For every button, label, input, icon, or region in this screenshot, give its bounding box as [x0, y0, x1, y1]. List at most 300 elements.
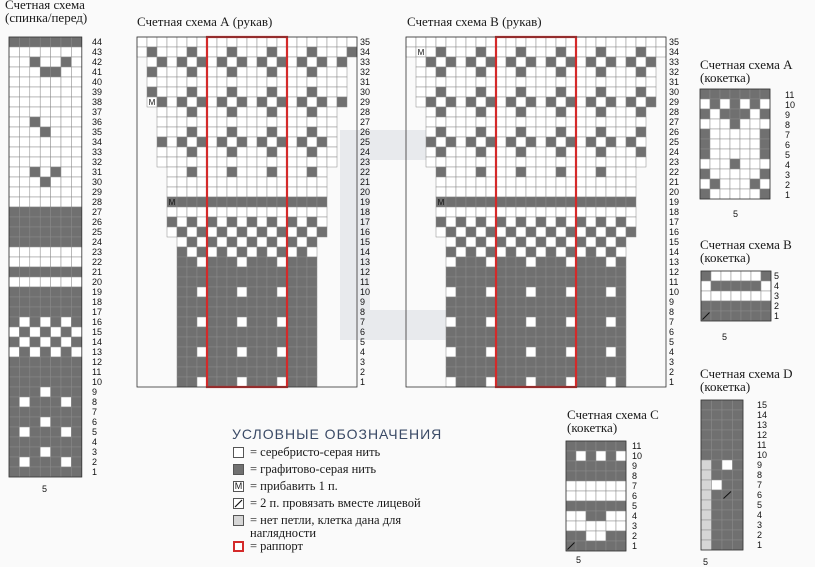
- chart-cell: [712, 400, 723, 410]
- chart-cell: [19, 437, 29, 447]
- chart-cell: [307, 77, 317, 87]
- chart-cell: [722, 540, 733, 550]
- chart-cell: [51, 207, 61, 217]
- chart-cell: [317, 57, 327, 67]
- chart-cell: [227, 277, 237, 287]
- chart-cell: [9, 397, 19, 407]
- chart-cell: [51, 377, 61, 387]
- chart-cell: [712, 430, 723, 440]
- chart-cell: [187, 357, 197, 367]
- chart-cell: [616, 97, 626, 107]
- chart-cell: [247, 317, 257, 327]
- chart-cell: [476, 147, 486, 157]
- chart-cell: [722, 460, 733, 470]
- chart-cell: [566, 77, 576, 87]
- chart-cell: [646, 47, 656, 57]
- chart-cell: [19, 357, 29, 367]
- chart-cell: [257, 117, 267, 127]
- chart-cell: [237, 137, 247, 147]
- chart-cell: [606, 327, 616, 337]
- chart-cell: [71, 177, 81, 187]
- chart-cell: [546, 97, 556, 107]
- chart-cell: [720, 149, 730, 159]
- chart-cell: [30, 337, 40, 347]
- chart-cell: [436, 97, 446, 107]
- chart-cell: [466, 267, 476, 277]
- chart-cell: [606, 481, 616, 491]
- chart-cell: [546, 157, 556, 167]
- chart-cell: [566, 267, 576, 277]
- chart-cell: [187, 177, 197, 187]
- legend-text-repeat: = раппорт: [250, 539, 303, 553]
- chart-cell: [307, 207, 317, 217]
- chart-cell: [197, 197, 207, 207]
- chart-cell: [710, 169, 720, 179]
- chart-cell: [636, 127, 646, 137]
- chart-cell: [733, 430, 744, 440]
- chart-cell: [586, 117, 596, 127]
- chart-cell: [566, 337, 576, 347]
- chart-cell: [61, 37, 71, 47]
- chart-cell: [9, 207, 19, 217]
- chart-cell: [466, 337, 476, 347]
- chart-cell: [227, 57, 237, 67]
- chart-cell: [606, 257, 616, 267]
- chart-cell: [187, 267, 197, 277]
- chart-cell: [197, 277, 207, 287]
- chart-cell: [596, 277, 606, 287]
- chart-cell: [9, 97, 19, 107]
- chart-cell: [187, 87, 197, 97]
- chart-cell: [9, 137, 19, 147]
- chart-cell: [476, 97, 486, 107]
- chart-cell: [247, 47, 257, 57]
- chart-cell: [71, 437, 81, 447]
- chart-cell: [586, 47, 596, 57]
- chart-cell: [187, 207, 197, 217]
- chart-cell: [277, 367, 287, 377]
- chart-cell: [733, 400, 744, 410]
- chart-cell: [516, 97, 526, 107]
- chart-cell: [19, 207, 29, 217]
- row-number: 17: [92, 307, 103, 317]
- chart-cell: [61, 437, 71, 447]
- chart-cell: [307, 97, 317, 107]
- chart-cell: [207, 97, 217, 107]
- chart-cell: [40, 137, 50, 147]
- row-number: 6: [92, 417, 98, 427]
- chart-cell: [606, 277, 616, 287]
- chart-cell: [486, 267, 496, 277]
- row-number: 2: [92, 457, 98, 467]
- chart-cell: [197, 47, 207, 57]
- chart-cell: [267, 157, 277, 167]
- chart-cell: [317, 177, 327, 187]
- chart-cell: [526, 107, 536, 117]
- row-number: 14: [669, 247, 680, 257]
- row-number: 34: [669, 47, 680, 57]
- chart-cell: [506, 127, 516, 137]
- row-number: 4: [92, 437, 98, 447]
- chart-cell: [566, 157, 576, 167]
- chart-cell: [566, 347, 576, 357]
- chart-cell: [586, 97, 596, 107]
- chart-cell: [61, 127, 71, 137]
- chart-cell: [327, 157, 337, 167]
- chart-cell: [247, 377, 257, 387]
- chart-cell: [636, 47, 646, 57]
- chart-cell: [177, 237, 187, 247]
- chart-cell: [51, 117, 61, 127]
- chart-cell: [740, 89, 750, 99]
- chart-cell: [317, 107, 327, 117]
- chart-cell: [30, 97, 40, 107]
- chart-cell: [227, 157, 237, 167]
- legend-swatch-light: [233, 447, 244, 458]
- chart-cell: [750, 109, 760, 119]
- chart-cell: [466, 47, 476, 57]
- chart-cell: [51, 337, 61, 347]
- chart-cell: [337, 67, 347, 77]
- chart-cell: [516, 307, 526, 317]
- chart-cell: [51, 437, 61, 447]
- chart-cell: [51, 237, 61, 247]
- chart-cell: [9, 377, 19, 387]
- row-number: 26: [92, 217, 103, 227]
- chart-cell: [546, 187, 556, 197]
- chart-cell: [197, 367, 207, 377]
- chart-cell: [9, 47, 19, 57]
- chart-cell: [167, 147, 177, 157]
- chart-cell: [586, 337, 596, 347]
- chart-cell: [9, 157, 19, 167]
- chart-cell: [277, 277, 287, 287]
- chart-cell: [740, 119, 750, 129]
- chart-yoke-c-stitch-number: 5: [576, 555, 582, 565]
- chart-cell: [722, 480, 733, 490]
- chart-cell: [656, 47, 666, 57]
- chart-cell: [267, 67, 277, 77]
- chart-cell: [297, 127, 307, 137]
- chart-back-front-stitch-number: 5: [42, 484, 48, 494]
- chart-cell: [71, 157, 81, 167]
- chart-cell: [247, 357, 257, 367]
- chart-cell: [741, 301, 751, 311]
- chart-cell: [710, 159, 720, 169]
- chart-cell: [546, 37, 556, 47]
- chart-cell: [177, 347, 187, 357]
- chart-cell: [426, 117, 436, 127]
- chart-cell: [586, 377, 596, 387]
- chart-cell: [536, 307, 546, 317]
- chart-cell: [730, 159, 740, 169]
- chart-cell: [496, 177, 506, 187]
- chart-cell: [277, 247, 287, 257]
- chart-cell: [476, 167, 486, 177]
- chart-cell: [247, 97, 257, 107]
- chart-cell: [217, 357, 227, 367]
- chart-cell: [456, 237, 466, 247]
- chart-cell: [546, 357, 556, 367]
- row-number: 37: [92, 107, 103, 117]
- row-number: 44: [92, 37, 103, 47]
- chart-cell: [476, 347, 486, 357]
- chart-yoke-d-title: Счетная схема D (кокетка): [700, 366, 793, 394]
- chart-cell: [496, 297, 506, 307]
- chart-cell: [287, 327, 297, 337]
- chart-cell: [596, 531, 606, 541]
- chart-cell: [207, 257, 217, 267]
- row-number: 9: [785, 110, 791, 120]
- chart-cell: [30, 317, 40, 327]
- chart-cell: [277, 357, 287, 367]
- row-number: 9: [360, 297, 366, 307]
- chart-cell: [30, 227, 40, 237]
- row-number: 6: [632, 491, 638, 501]
- chart-cell: [456, 357, 466, 367]
- chart-cell: [606, 287, 616, 297]
- chart-cell: [416, 37, 426, 47]
- chart-cell: [506, 377, 516, 387]
- chart-cell: [217, 87, 227, 97]
- chart-cell: [446, 197, 456, 207]
- chart-cell: [731, 271, 741, 281]
- chart-cell: [741, 311, 751, 321]
- chart-cell: [426, 37, 436, 47]
- chart-cell: [506, 237, 516, 247]
- chart-cell: [197, 217, 207, 227]
- chart-cell: [586, 441, 596, 451]
- chart-cell: [227, 297, 237, 307]
- chart-cell: [267, 217, 277, 227]
- chart-cell: [9, 287, 19, 297]
- chart-cell: [596, 297, 606, 307]
- chart-cell: [606, 237, 616, 247]
- chart-cell: [51, 397, 61, 407]
- chart-cell: [586, 511, 596, 521]
- chart-cell: [456, 137, 466, 147]
- chart-cell: [606, 367, 616, 377]
- chart-cell: [71, 77, 81, 87]
- chart-cell: [257, 147, 267, 157]
- chart-cell: [516, 117, 526, 127]
- chart-cell: [546, 327, 556, 337]
- legend-swatch-dark: [233, 464, 244, 475]
- chart-cell: [701, 301, 711, 311]
- chart-cell: [566, 97, 576, 107]
- chart-cell: [287, 147, 297, 157]
- chart-cell: [596, 217, 606, 227]
- chart-cell: [257, 37, 267, 47]
- chart-cell: [456, 327, 466, 337]
- chart-cell: [237, 147, 247, 157]
- chart-cell: [446, 307, 456, 317]
- chart-cell: [606, 307, 616, 317]
- chart-cell: [177, 47, 187, 57]
- chart-cell: [19, 287, 29, 297]
- chart-cell: [496, 147, 506, 157]
- chart-cell: [546, 137, 556, 147]
- chart-cell: [466, 127, 476, 137]
- chart-cell: [566, 357, 576, 367]
- chart-cell: [227, 107, 237, 117]
- chart-cell: [30, 417, 40, 427]
- chart-cell: [227, 327, 237, 337]
- chart-cell: [197, 237, 207, 247]
- chart-cell: [227, 97, 237, 107]
- chart-cell: [536, 237, 546, 247]
- chart-cell: [217, 107, 227, 117]
- chart-cell: [576, 521, 586, 531]
- chart-cell: [720, 139, 730, 149]
- chart-cell: [712, 540, 723, 550]
- chart-cell: [761, 311, 771, 321]
- chart-cell: [566, 367, 576, 377]
- chart-cell: [297, 327, 307, 337]
- row-number: 2: [360, 367, 366, 377]
- chart-cell: [711, 281, 721, 291]
- chart-cell: [586, 247, 596, 257]
- chart-cell: [556, 127, 566, 137]
- chart-cell: [9, 127, 19, 137]
- row-number: 42: [92, 57, 103, 67]
- chart-cell: [556, 327, 566, 337]
- chart-cell: [277, 127, 287, 137]
- chart-cell: [446, 127, 456, 137]
- chart-cell: [61, 297, 71, 307]
- chart-cell: [576, 187, 586, 197]
- chart-cell: [177, 157, 187, 167]
- chart-cell: [626, 37, 636, 47]
- chart-cell: [466, 157, 476, 167]
- chart-cell: [486, 257, 496, 267]
- chart-cell: [733, 510, 744, 520]
- chart-cell: [712, 460, 723, 470]
- chart-cell: [701, 440, 712, 450]
- chart-cell: [446, 37, 456, 47]
- chart-cell: [267, 87, 277, 97]
- chart-cell: [257, 237, 267, 247]
- chart-cell: [446, 297, 456, 307]
- chart-cell: [30, 217, 40, 227]
- chart-cell: [466, 87, 476, 97]
- chart-cell: [157, 37, 167, 47]
- chart-cell: [51, 227, 61, 237]
- chart-cell: [187, 317, 197, 327]
- chart-cell: [546, 217, 556, 227]
- chart-cell: [596, 471, 606, 481]
- chart-cell: [720, 89, 730, 99]
- chart-cell: [9, 107, 19, 117]
- chart-cell: [701, 490, 712, 500]
- chart-cell: [207, 267, 217, 277]
- chart-cell: [446, 337, 456, 347]
- chart-cell: [51, 47, 61, 57]
- row-number: 32: [360, 67, 371, 77]
- chart-cell: [556, 357, 566, 367]
- chart-cell: [586, 307, 596, 317]
- chart-cell: [701, 420, 712, 430]
- chart-cell: [476, 357, 486, 367]
- chart-cell: [476, 317, 486, 327]
- chart-cell: [237, 297, 247, 307]
- row-number: 5: [360, 337, 366, 347]
- chart-cell: [317, 137, 327, 147]
- chart-cell: [51, 407, 61, 417]
- chart-cell: [466, 227, 476, 237]
- chart-cell: [9, 77, 19, 87]
- chart-cell: [446, 287, 456, 297]
- row-number: 3: [757, 520, 763, 530]
- chart-cell: [307, 257, 317, 267]
- chart-cell: [616, 337, 626, 347]
- chart-cell: [506, 37, 516, 47]
- chart-cell: [616, 481, 626, 491]
- chart-cell: [586, 541, 596, 551]
- chart-cell: [307, 67, 317, 77]
- chart-cell: [187, 237, 197, 247]
- chart-cell: [466, 207, 476, 217]
- chart-cell: [616, 207, 626, 217]
- chart-cell: [596, 57, 606, 67]
- chart-cell: [267, 177, 277, 187]
- chart-cell: [317, 187, 327, 197]
- chart-cell: [456, 297, 466, 307]
- chart-cell: [733, 440, 744, 450]
- chart-cell: [297, 287, 307, 297]
- legend-text-increase: = прибавить 1 п.: [250, 479, 338, 493]
- chart-cell: [606, 97, 616, 107]
- chart-cell: [496, 317, 506, 327]
- chart-cell: [586, 481, 596, 491]
- chart-cell: [486, 87, 496, 97]
- chart-cell: [19, 347, 29, 357]
- chart-cell: [456, 227, 466, 237]
- chart-cell: [327, 137, 337, 147]
- chart-cell: [277, 137, 287, 147]
- chart-cell: [536, 257, 546, 267]
- chart-cell: [466, 277, 476, 287]
- chart-cell: [700, 109, 710, 119]
- chart-cell: [526, 167, 536, 177]
- chart-cell: [337, 77, 347, 87]
- chart-cell: [721, 311, 731, 321]
- chart-cell: [486, 67, 496, 77]
- chart-cell: [51, 187, 61, 197]
- chart-cell: [71, 337, 81, 347]
- chart-cell: [446, 357, 456, 367]
- chart-cell: [71, 207, 81, 217]
- chart-cell: [456, 247, 466, 257]
- row-number: 8: [360, 307, 366, 317]
- chart-cell: [476, 267, 486, 277]
- chart-cell: [712, 500, 723, 510]
- chart-cell: [30, 187, 40, 197]
- chart-cell: [586, 327, 596, 337]
- chart-cell: [486, 357, 496, 367]
- chart-cell: [297, 67, 307, 77]
- row-number: 1: [632, 541, 638, 551]
- chart-cell: [177, 257, 187, 267]
- chart-cell: [297, 297, 307, 307]
- chart-cell: [626, 77, 636, 87]
- chart-cell: [157, 77, 167, 87]
- chart-cell: [626, 197, 636, 207]
- row-number: 4: [632, 511, 638, 521]
- chart-cell: [586, 287, 596, 297]
- chart-cell: [237, 267, 247, 277]
- chart-cell: [197, 297, 207, 307]
